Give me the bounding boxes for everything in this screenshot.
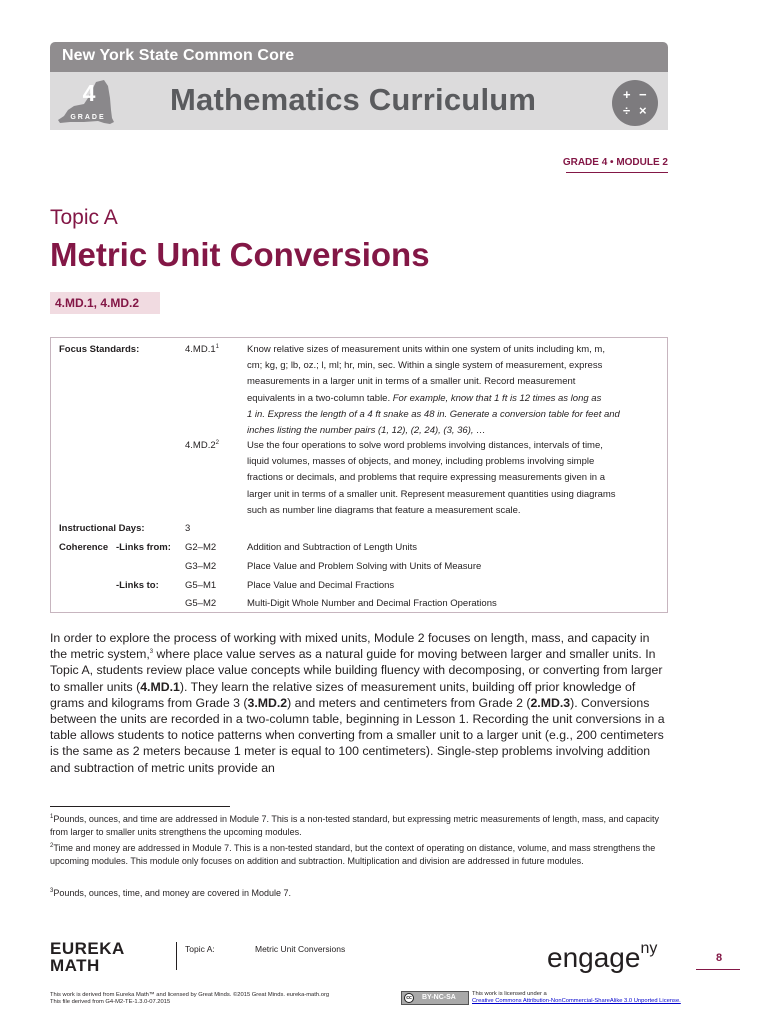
footnote-2: $^2$Time and money are addressed in Module 7. This is a non-tested standard, but the context of operating on distance, volume, and mass strengthens the upcoming modules. This module only focuses on addition and subtraction. Multiplication and division are addressed in future modules.: [50, 843, 656, 866]
topic-title: Metric Unit Conversions: [50, 236, 430, 273]
footnote-1: $^1$Pounds, ounces, and time are addressed in Module 7. This is a non-tested standard, but expressing metric measurements of length, mass, and capacity from larger to smaller units strengthens the upcoming modules.: [50, 814, 660, 837]
link-code: G5–M2: [185, 598, 217, 609]
instructional-days-value: 3: [185, 523, 191, 534]
link-title: Addition and Subtraction of Length Units: [247, 542, 418, 553]
derived-notice: This work is derived from Eureka Math™ and licensed by Great Minds. ©2015 Great Minds. eureka-math.org This file derived from G4-M2-TE-1.3.0-07.2015: [50, 992, 330, 1005]
footer-divider: [176, 942, 177, 970]
license-notice: This work is licensed under a Creative Commons Attribution-NonCommercial-ShareAlike 3.0 Unported License.: [472, 991, 742, 1005]
module-tag-underline: [566, 172, 668, 173]
banner-text: New York State Common Core: [62, 47, 295, 64]
plus-icon: +: [623, 87, 631, 102]
page-number: 8: [716, 952, 723, 964]
link-code: G5–M1: [185, 580, 217, 591]
times-icon: ×: [639, 103, 647, 118]
standards-tag: [50, 292, 160, 314]
header-banner: [50, 42, 668, 72]
license-link[interactable]: Creative Commons Attribution-NonCommercial-ShareAlike 3.0 Unported License.: [472, 998, 681, 1004]
engageny-logo: engage$^{ny}$: [547, 940, 658, 973]
divide-icon: ÷: [623, 103, 631, 118]
curriculum-title: Mathematics Curriculum: [170, 82, 537, 117]
link-title: Place Value and Decimal Fractions: [247, 580, 395, 591]
creative-commons-badge[interactable]: BY-NC-SA: [401, 991, 469, 1005]
eureka-math-logo: EUREKA MATH: [50, 939, 125, 975]
link-title: Multi-Digit Whole Number and Decimal Fraction Operations: [247, 598, 497, 609]
coherence-label: Coherence: [59, 542, 109, 553]
standard-description-2: Use the four operations to solve word problems involving distances, intervals of time, liquid volumes, masses of objects, and money, including problems involving simple fractions or decimals, and problems that require expressing measurements given in a larger unit in terms of a smaller unit. Represent measurement quantities using diagrams such as number line diagrams that feature a measurement scale.: [247, 440, 616, 516]
links-to-label: -Links to:: [116, 580, 159, 591]
footnote-3: $^3$Pounds, ounces, time, and money are covered in Module 7.: [50, 888, 291, 898]
footer-topic-title: Metric Unit Conversions: [255, 944, 346, 954]
standard-description-1: Know relative sizes of measurement units within one system of units including km, m, cm; kg, g; lb, oz.; l, ml; hr, min, sec. Within a single system of measurement, express measurements in a larger unit in terms of a smaller unit. Record measurement equivalents in a two-column table. For example, know that 1 ft is 12 times as long as 1 in. Express the length of a 4 ft snake as 48 in. Generate a conversion table for feet and inches listing the number pairs (1, 12), (2, 24), (3, 36), …: [247, 344, 620, 437]
standard-code-1: $4.MD.1^1$: [185, 343, 219, 355]
links-from-label: -Links from:: [116, 542, 171, 553]
page-number-underline: [696, 969, 740, 970]
math-operators-icon: [612, 80, 658, 126]
minus-icon: −: [639, 87, 647, 102]
topic-label: Topic A: [50, 206, 118, 229]
focus-standards-table: [50, 337, 668, 613]
standards-text: 4.MD.1, 4.MD.2: [55, 296, 140, 310]
grade-word: GRADE: [70, 114, 106, 121]
body-paragraph: In order to explore the process of working with mixed units, Module 2 focuses on length, mass, and capacity in the metric system,$^3$ where place value serves as a natural guide for moving between larger and smaller units. In Topic A, students review place value concepts while building fluency with decomposing, or converting from larger to smaller units (4.MD.1). They learn the relative sizes of measurement units, building off prior knowledge of grams and kilograms from Grade 3 (3.MD.2) and meters and centimeters from Grade 2 (2.MD.3). Conversions between the units are recorded in a two-column table, beginning in Lesson 1. Recording the unit conversions in a table allows students to notice patterns when converting from a smaller unit to a larger unit (e.g., 200 centimeters is the same as 2 meters because 1 meter is equal to 100 centimeters). Single-step problems involving addition and subtraction of metric units provide an: [50, 631, 665, 775]
grade-number: 4: [82, 80, 96, 106]
link-code: G3–M2: [185, 561, 217, 572]
link-title: Place Value and Problem Solving with Units of Measure: [247, 561, 482, 572]
footnote-rule: [50, 806, 230, 807]
module-tag: GRADE 4 • MODULE 2: [562, 157, 668, 168]
link-code: G2–M2: [185, 542, 217, 553]
footer-topic-label: Topic A:: [185, 944, 215, 954]
instructional-days-label: Instructional Days:: [59, 523, 145, 534]
focus-standards-label: Focus Standards:: [59, 344, 140, 355]
cc-icon: cc: [404, 993, 414, 1003]
standard-code-2: $4.MD.2^2$: [185, 439, 219, 451]
